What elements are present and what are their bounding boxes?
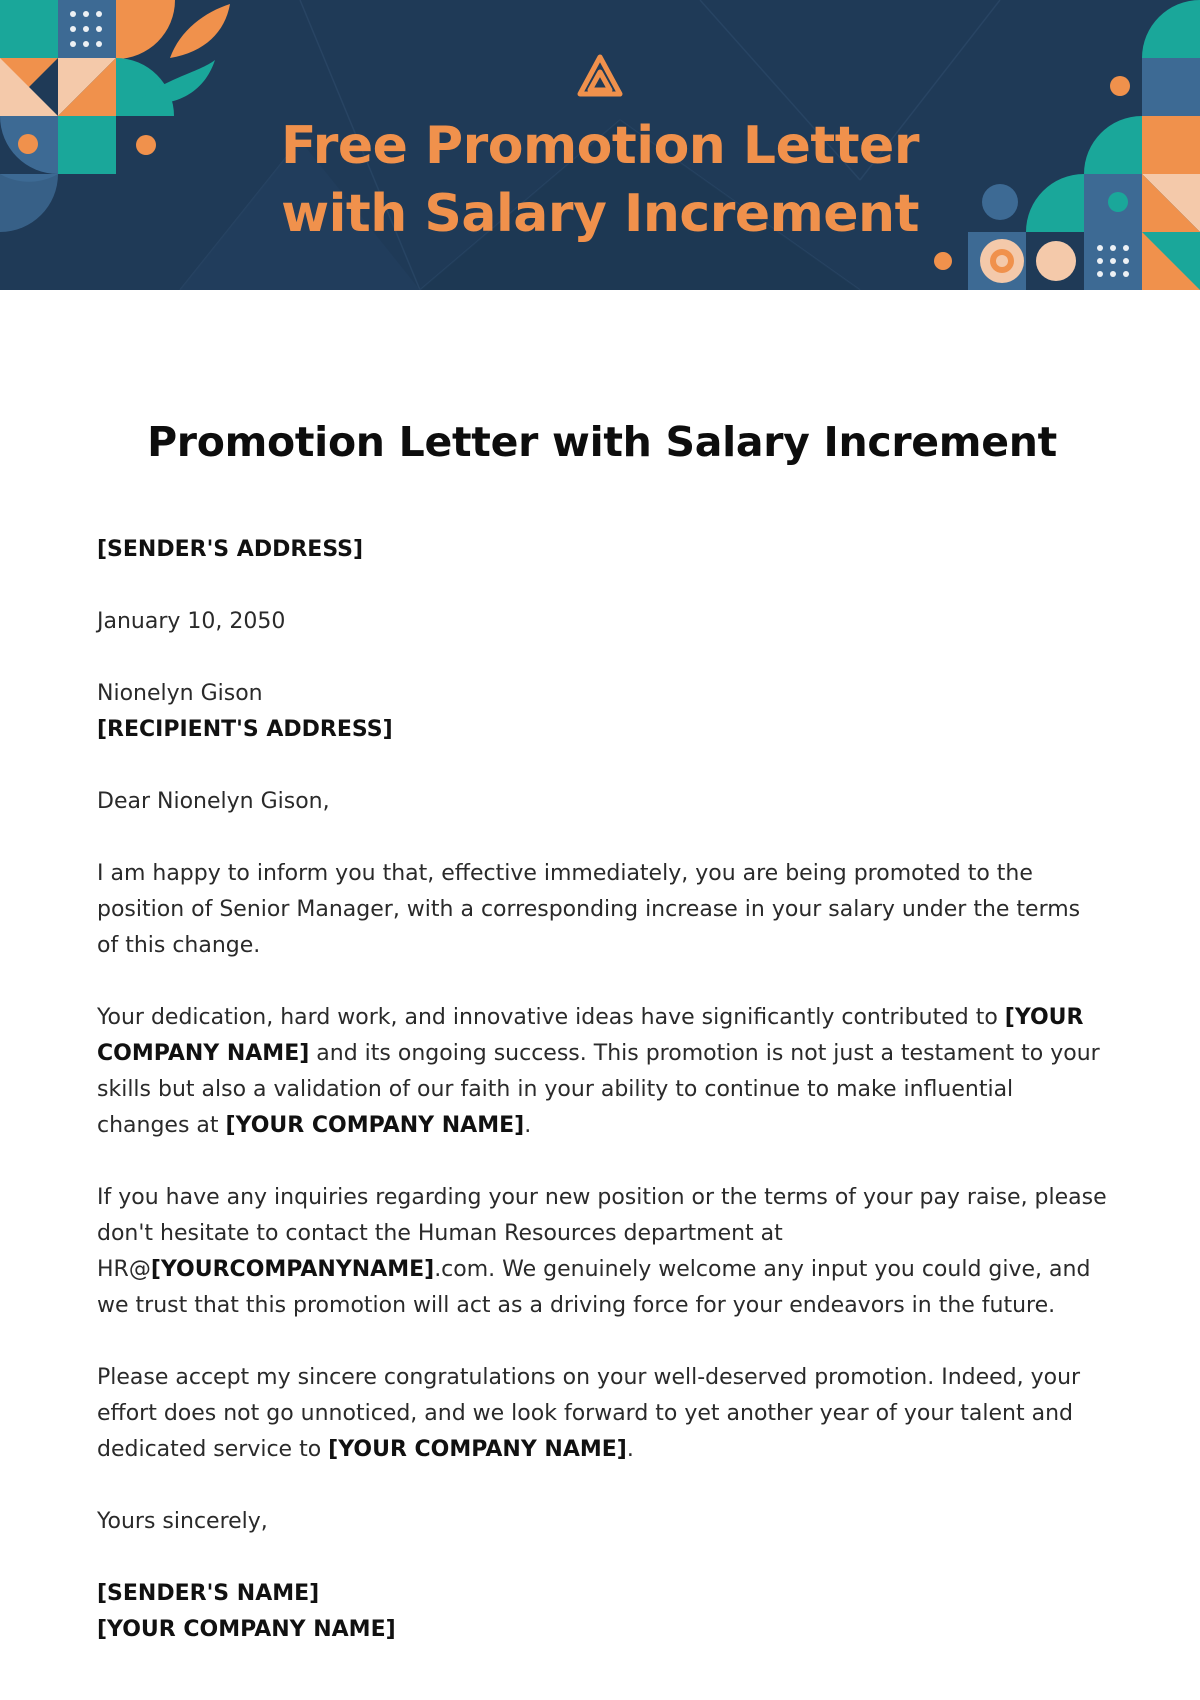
signature-block: [97, 1576, 1107, 1648]
salutation: Dear Nionelyn Gison,: [97, 789, 330, 814]
sender-address-text: [SENDER'S ADDRESS]: [97, 537, 364, 562]
banner-title-line-1: Free Promotion Letter: [281, 116, 919, 176]
letter-body: [97, 532, 1107, 1684]
banner-title-line-2: with Salary Increment: [281, 184, 919, 244]
right-decoration: [934, 0, 1200, 290]
paragraph-2-end: .: [524, 1113, 532, 1138]
paragraph-3-text-b: .com. We genuinely welcome any input you could give, and we trust that this promotion will act as a driving force for your endeavors in the future.: [97, 1257, 1091, 1318]
paragraph-4-end: .: [626, 1437, 634, 1462]
company-email-placeholder: [YOURCOMPANYNAME]: [150, 1257, 435, 1282]
recipient-block: [97, 676, 1107, 748]
paragraph-3: [97, 1180, 1107, 1324]
paragraph-4-text-a: Please accept my sincere congratulations on your well-deserved promotion. Indeed, your effort does not go unnoticed, and we look forward to yet another year of your talent and dedicated service to: [97, 1365, 1081, 1462]
paragraph-4: [97, 1360, 1107, 1468]
sender-company: [YOUR COMPANY NAME]: [97, 1617, 396, 1642]
paragraph-2: [97, 1000, 1107, 1144]
left-decoration: [0, 0, 230, 232]
paragraph-3-text-a: If you have any inquiries regarding your new position or the terms of your pay raise, please don't hesitate to contact the Human Resources department at HR@: [97, 1185, 1107, 1282]
banner-title: [250, 112, 950, 248]
paragraph-2-text-a: Your dedication, hard work, and innovative ideas have significantly contributed to: [97, 1005, 998, 1030]
recipient-address: [RECIPIENT'S ADDRESS]: [97, 717, 393, 742]
paragraph-1: I am happy to inform you that, effective immediately, you are being promoted to the position of Senior Manager, with a corresponding increase in your salary under the terms of this change.: [97, 861, 1081, 958]
company-name-placeholder: [YOUR COMPANY NAME]: [225, 1113, 525, 1138]
triangle-knot-logo-icon: [574, 52, 626, 102]
recipient-name: Nionelyn Gison: [97, 681, 263, 706]
paragraph-2-text-b: and its ongoing success. This promotion is not just a testament to your skills but also a validation of our faith in your ability to continue to make influential changes at: [97, 1041, 1100, 1138]
sender-address: [97, 532, 1107, 568]
company-name-placeholder: [YOUR COMPANY NAME]: [328, 1437, 627, 1462]
sender-name: [SENDER'S NAME]: [97, 1581, 320, 1606]
closing: Yours sincerely,: [97, 1509, 268, 1534]
letter-date: January 10, 2050: [97, 609, 286, 634]
company-name-placeholder: [YOUR COMPANY NAME]: [97, 1005, 1084, 1066]
header-banner: [0, 0, 1200, 290]
page-title: Promotion Letter with Salary Increment: [147, 418, 1057, 466]
